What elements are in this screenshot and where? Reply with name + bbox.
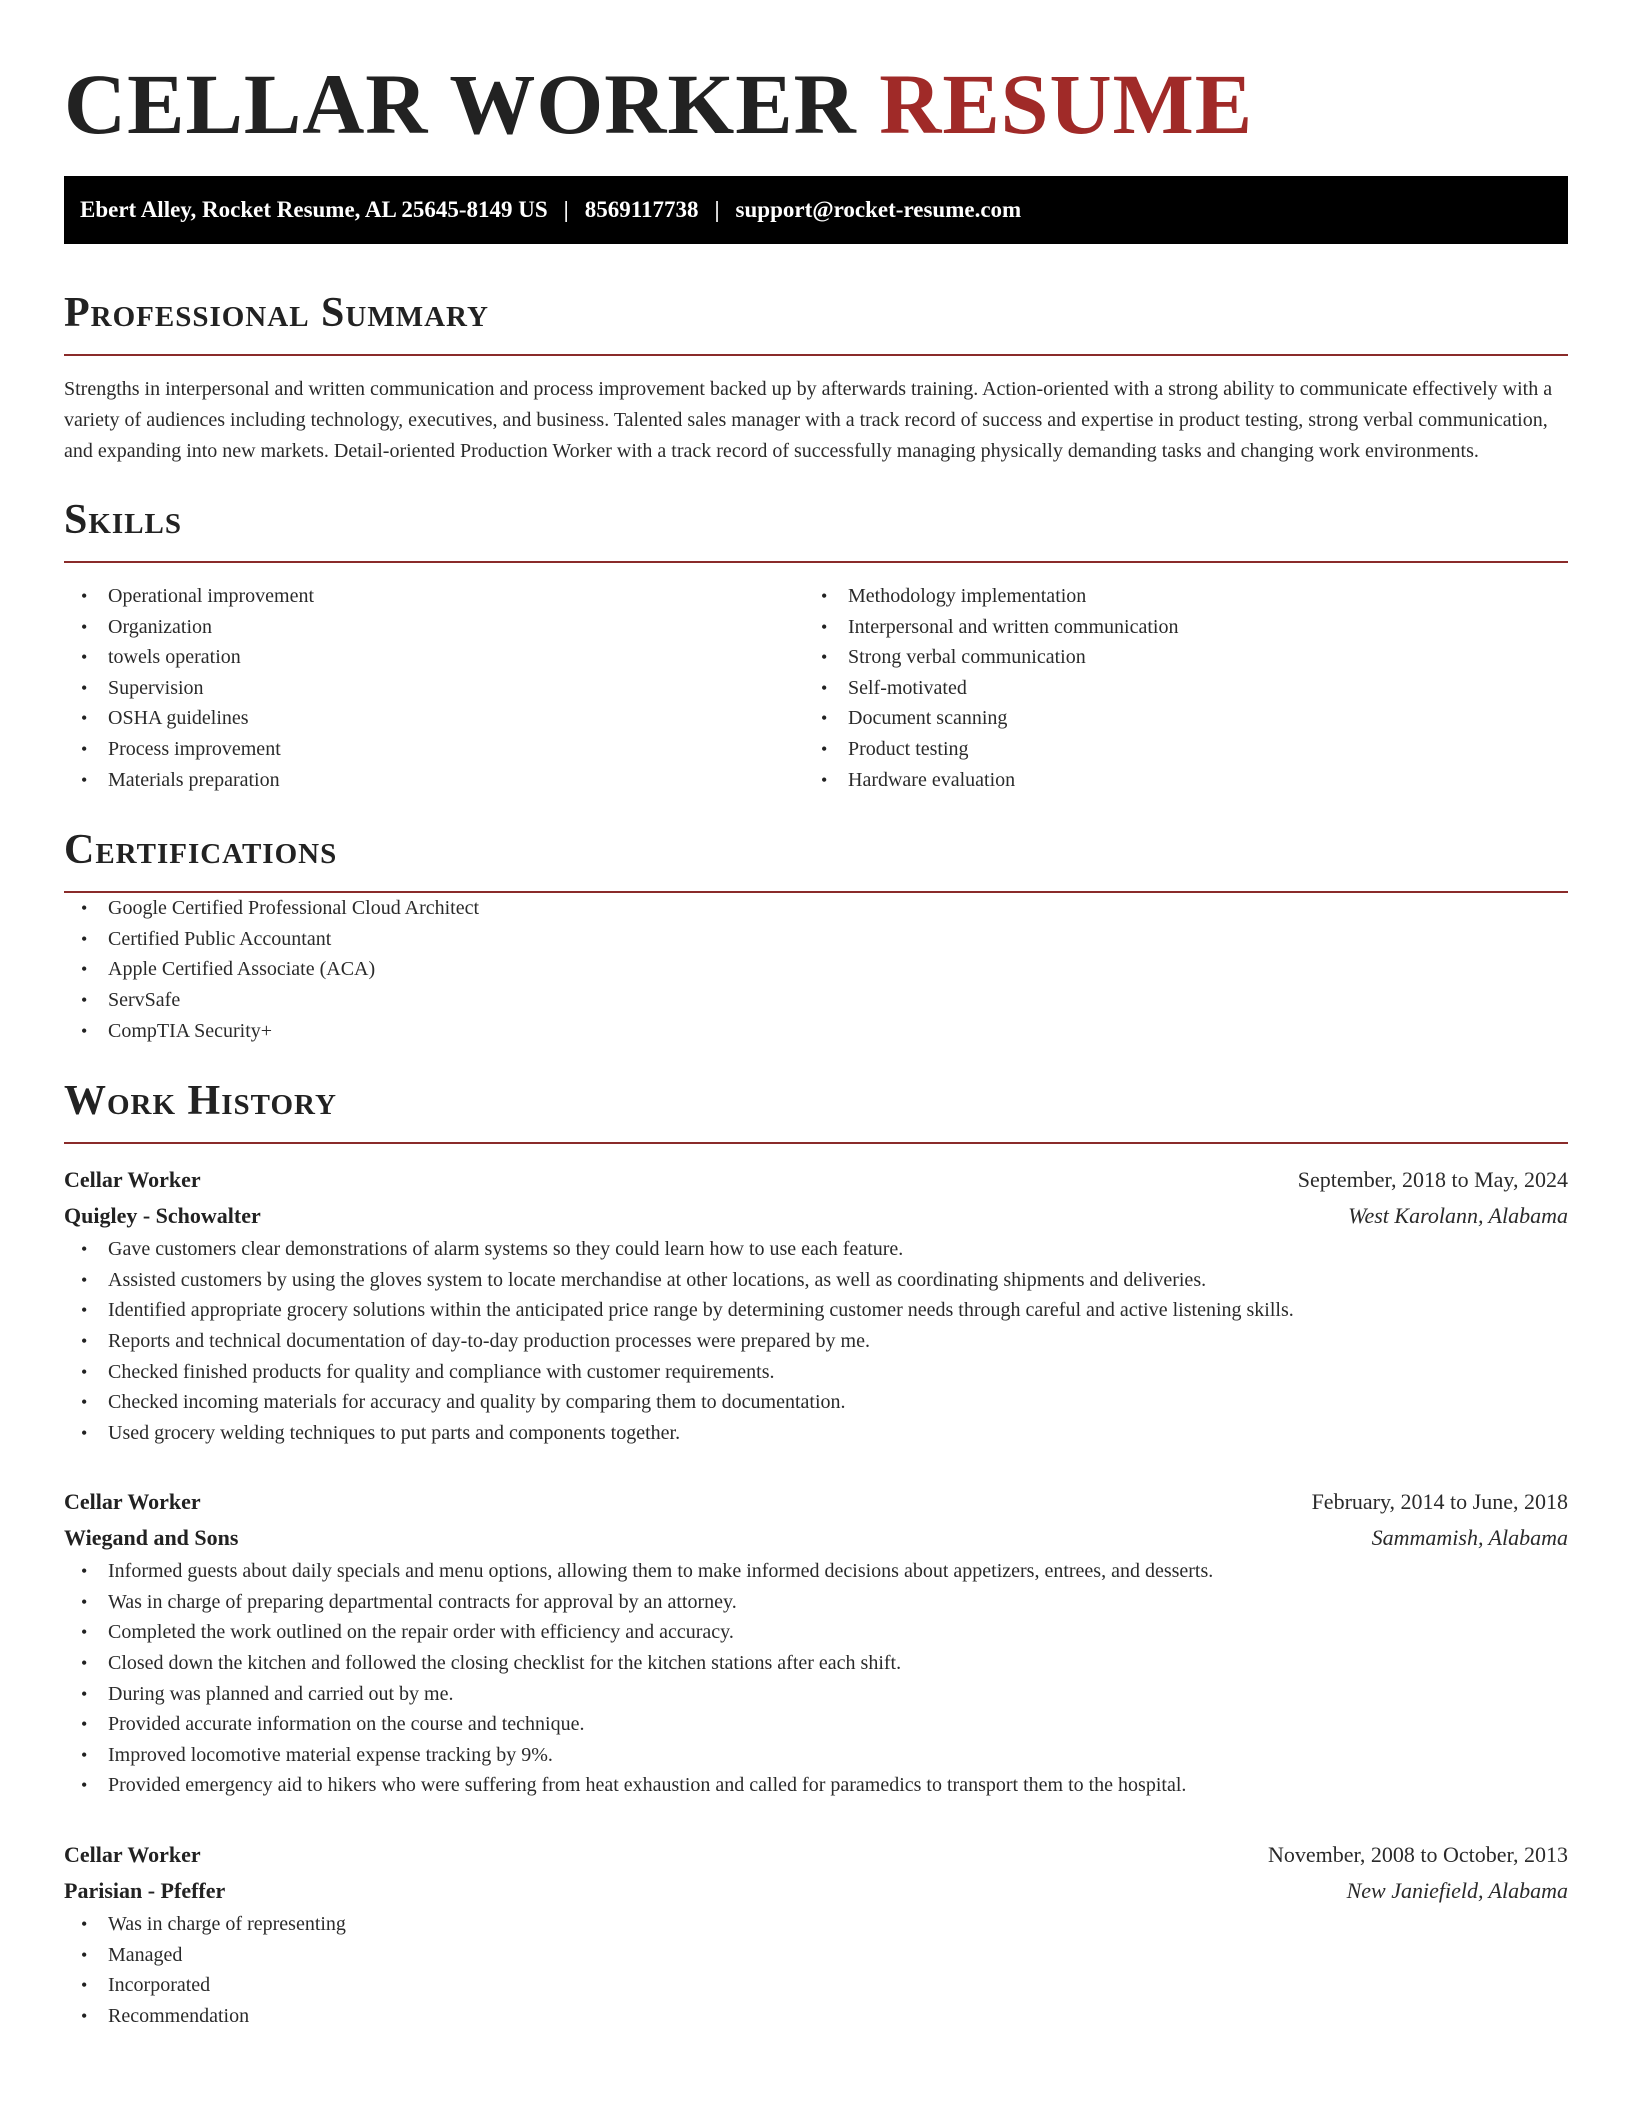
skill-item: • Self-motivated — [804, 673, 1544, 704]
certifications-section — [64, 825, 1568, 1046]
job-location: West Karolann, Alabama — [1348, 1203, 1568, 1229]
skill-item: • Hardware evaluation — [804, 765, 1544, 796]
resume-title — [64, 54, 1568, 154]
job-duty-item: • Gave customers clear demonstrations of alarm systems so they could learn how to use each feature. — [64, 1234, 1568, 1265]
section-divider — [64, 1142, 1568, 1144]
skills-heading: Skills — [64, 497, 183, 543]
job-entry — [64, 1837, 1568, 2031]
job-duty-item: • Informed guests about daily specials and menu options, allowing them to make informed decisions about appetizers, entrees, and desserts. — [64, 1556, 1568, 1587]
contact-separator: | — [714, 197, 720, 222]
skill-item: • Process improvement — [64, 734, 804, 765]
job-duty-item: • Was in charge of preparing departmental contracts for approval by an attorney. — [64, 1587, 1568, 1618]
job-duty-item: • Checked incoming materials for accuracy and quality by comparing them to documentation. — [64, 1387, 1568, 1418]
contact-email: support@rocket-resume.com — [735, 197, 1022, 222]
work-history-section — [64, 1076, 1568, 2031]
job-duty-item: • Recommendation — [64, 2001, 1568, 2032]
certification-item: • Apple Certified Associate (ACA) — [64, 954, 1568, 985]
job-dates: November, 2008 to October, 2013 — [1267, 1842, 1568, 1868]
job-location: Sammamish, Alabama — [1371, 1525, 1568, 1551]
job-company: Parisian - Pfeffer — [64, 1878, 226, 1904]
job-entry — [64, 1162, 1568, 1448]
job-title: Cellar Worker — [64, 1167, 201, 1193]
certification-item: • ServSafe — [64, 985, 1568, 1016]
skill-item: • OSHA guidelines — [64, 703, 804, 734]
section-divider — [64, 354, 1568, 356]
certifications-heading: Certifications — [64, 827, 338, 874]
job-duty-item: • Incorporated — [64, 1970, 1568, 2001]
job-duty-item: • During was planned and carried out by me. — [64, 1679, 1568, 1710]
job-duty-item: • Identified appropriate grocery solutions within the anticipated price range by determining customer needs through careful and active listening skills. — [64, 1295, 1568, 1326]
job-company: Wiegand and Sons — [64, 1525, 239, 1551]
job-duties-list — [64, 1556, 1568, 1801]
title-accent: RESUME — [879, 56, 1254, 152]
job-duties-list — [64, 1234, 1568, 1448]
skill-item: • towels operation — [64, 642, 804, 673]
job-duty-item: • Checked finished products for quality and compliance with customer requirements. — [64, 1357, 1568, 1388]
job-title: Cellar Worker — [64, 1489, 201, 1515]
contact-phone: 8569117738 — [584, 197, 699, 222]
job-duty-item: • Assisted customers by using the gloves system to locate merchandise at other locations, as well as coordinating shipments and deliveries. — [64, 1265, 1568, 1296]
skill-item: • Document scanning — [804, 703, 1544, 734]
job-duty-item: • Managed — [64, 1940, 1568, 1971]
skill-item: • Supervision — [64, 673, 804, 704]
job-duty-item: • Closed down the kitchen and followed the closing checklist for the kitchen stations after each shift. — [64, 1648, 1568, 1679]
resume-page — [64, 0, 1568, 2031]
job-header-row — [64, 1837, 1568, 1873]
skills-list-left — [64, 581, 804, 795]
job-dates: February, 2014 to June, 2018 — [1311, 1489, 1568, 1515]
certification-item: • Google Certified Professional Cloud Architect — [64, 893, 1568, 924]
skill-item: • Materials preparation — [64, 765, 804, 796]
contact-address: Ebert Alley, Rocket Resume, AL 25645-8149 US — [80, 197, 548, 222]
job-header-row — [64, 1484, 1568, 1520]
skill-item: • Organization — [64, 612, 804, 643]
job-duty-item: • Improved locomotive material expense tracking by 9%. — [64, 1740, 1568, 1771]
job-company-row — [64, 1873, 1568, 1909]
job-header-row — [64, 1162, 1568, 1198]
summary-text: Strengths in interpersonal and written communication and process improvement backed up by afterwards training. Action-oriented with a strong ability to communicate effectively with a variety of audiences including technology, executives, and business. Talented sales manager with a track record of success and expertise in product testing, strong verbal communication, and expanding into new markets. Detail-oriented Production Worker with a track record of successfully managing physically demanding tasks and changing work environments. — [64, 378, 1553, 462]
skill-item: • Methodology implementation — [804, 581, 1544, 612]
job-duty-item: • Completed the work outlined on the repair order with efficiency and accuracy. — [64, 1617, 1568, 1648]
job-entry — [64, 1484, 1568, 1801]
work-history-heading: Work History — [64, 1078, 337, 1125]
certifications-list — [64, 893, 1568, 1046]
skill-item: • Strong verbal communication — [804, 642, 1544, 673]
job-company: Quigley - Schowalter — [64, 1203, 261, 1229]
job-duties-list — [64, 1909, 1568, 2031]
job-dates: September, 2018 to May, 2024 — [1297, 1167, 1568, 1193]
skills-grid — [64, 581, 1568, 795]
contact-separator: | — [563, 197, 569, 222]
summary-section — [64, 288, 1568, 467]
skill-item: • Product testing — [804, 734, 1544, 765]
job-location: New Janiefield, Alabama — [1346, 1878, 1568, 1904]
job-duty-item: • Provided accurate information on the course and technique. — [64, 1709, 1568, 1740]
job-title: Cellar Worker — [64, 1842, 201, 1868]
job-duty-item: • Reports and technical documentation of day-to-day production processes were prepared by me. — [64, 1326, 1568, 1357]
skill-item: • Operational improvement — [64, 581, 804, 612]
job-company-row — [64, 1520, 1568, 1556]
certification-item: • Certified Public Accountant — [64, 924, 1568, 955]
title-main: CELLAR WORKER — [64, 56, 857, 152]
skills-list-right — [804, 581, 1544, 795]
job-duty-item: • Used grocery welding techniques to put parts and components together. — [64, 1418, 1568, 1449]
contact-bar — [64, 176, 1568, 244]
skill-item: • Interpersonal and written communication — [804, 612, 1544, 643]
section-divider — [64, 561, 1568, 563]
job-duty-item: • Provided emergency aid to hikers who were suffering from heat exhaustion and called for paramedics to transport them to the hospital. — [64, 1770, 1568, 1801]
summary-heading: Professional Summary — [64, 290, 489, 336]
skills-section — [64, 495, 1568, 795]
job-duty-item: • Was in charge of representing — [64, 1909, 1568, 1940]
certification-item: • CompTIA Security+ — [64, 1016, 1568, 1047]
job-company-row — [64, 1198, 1568, 1234]
